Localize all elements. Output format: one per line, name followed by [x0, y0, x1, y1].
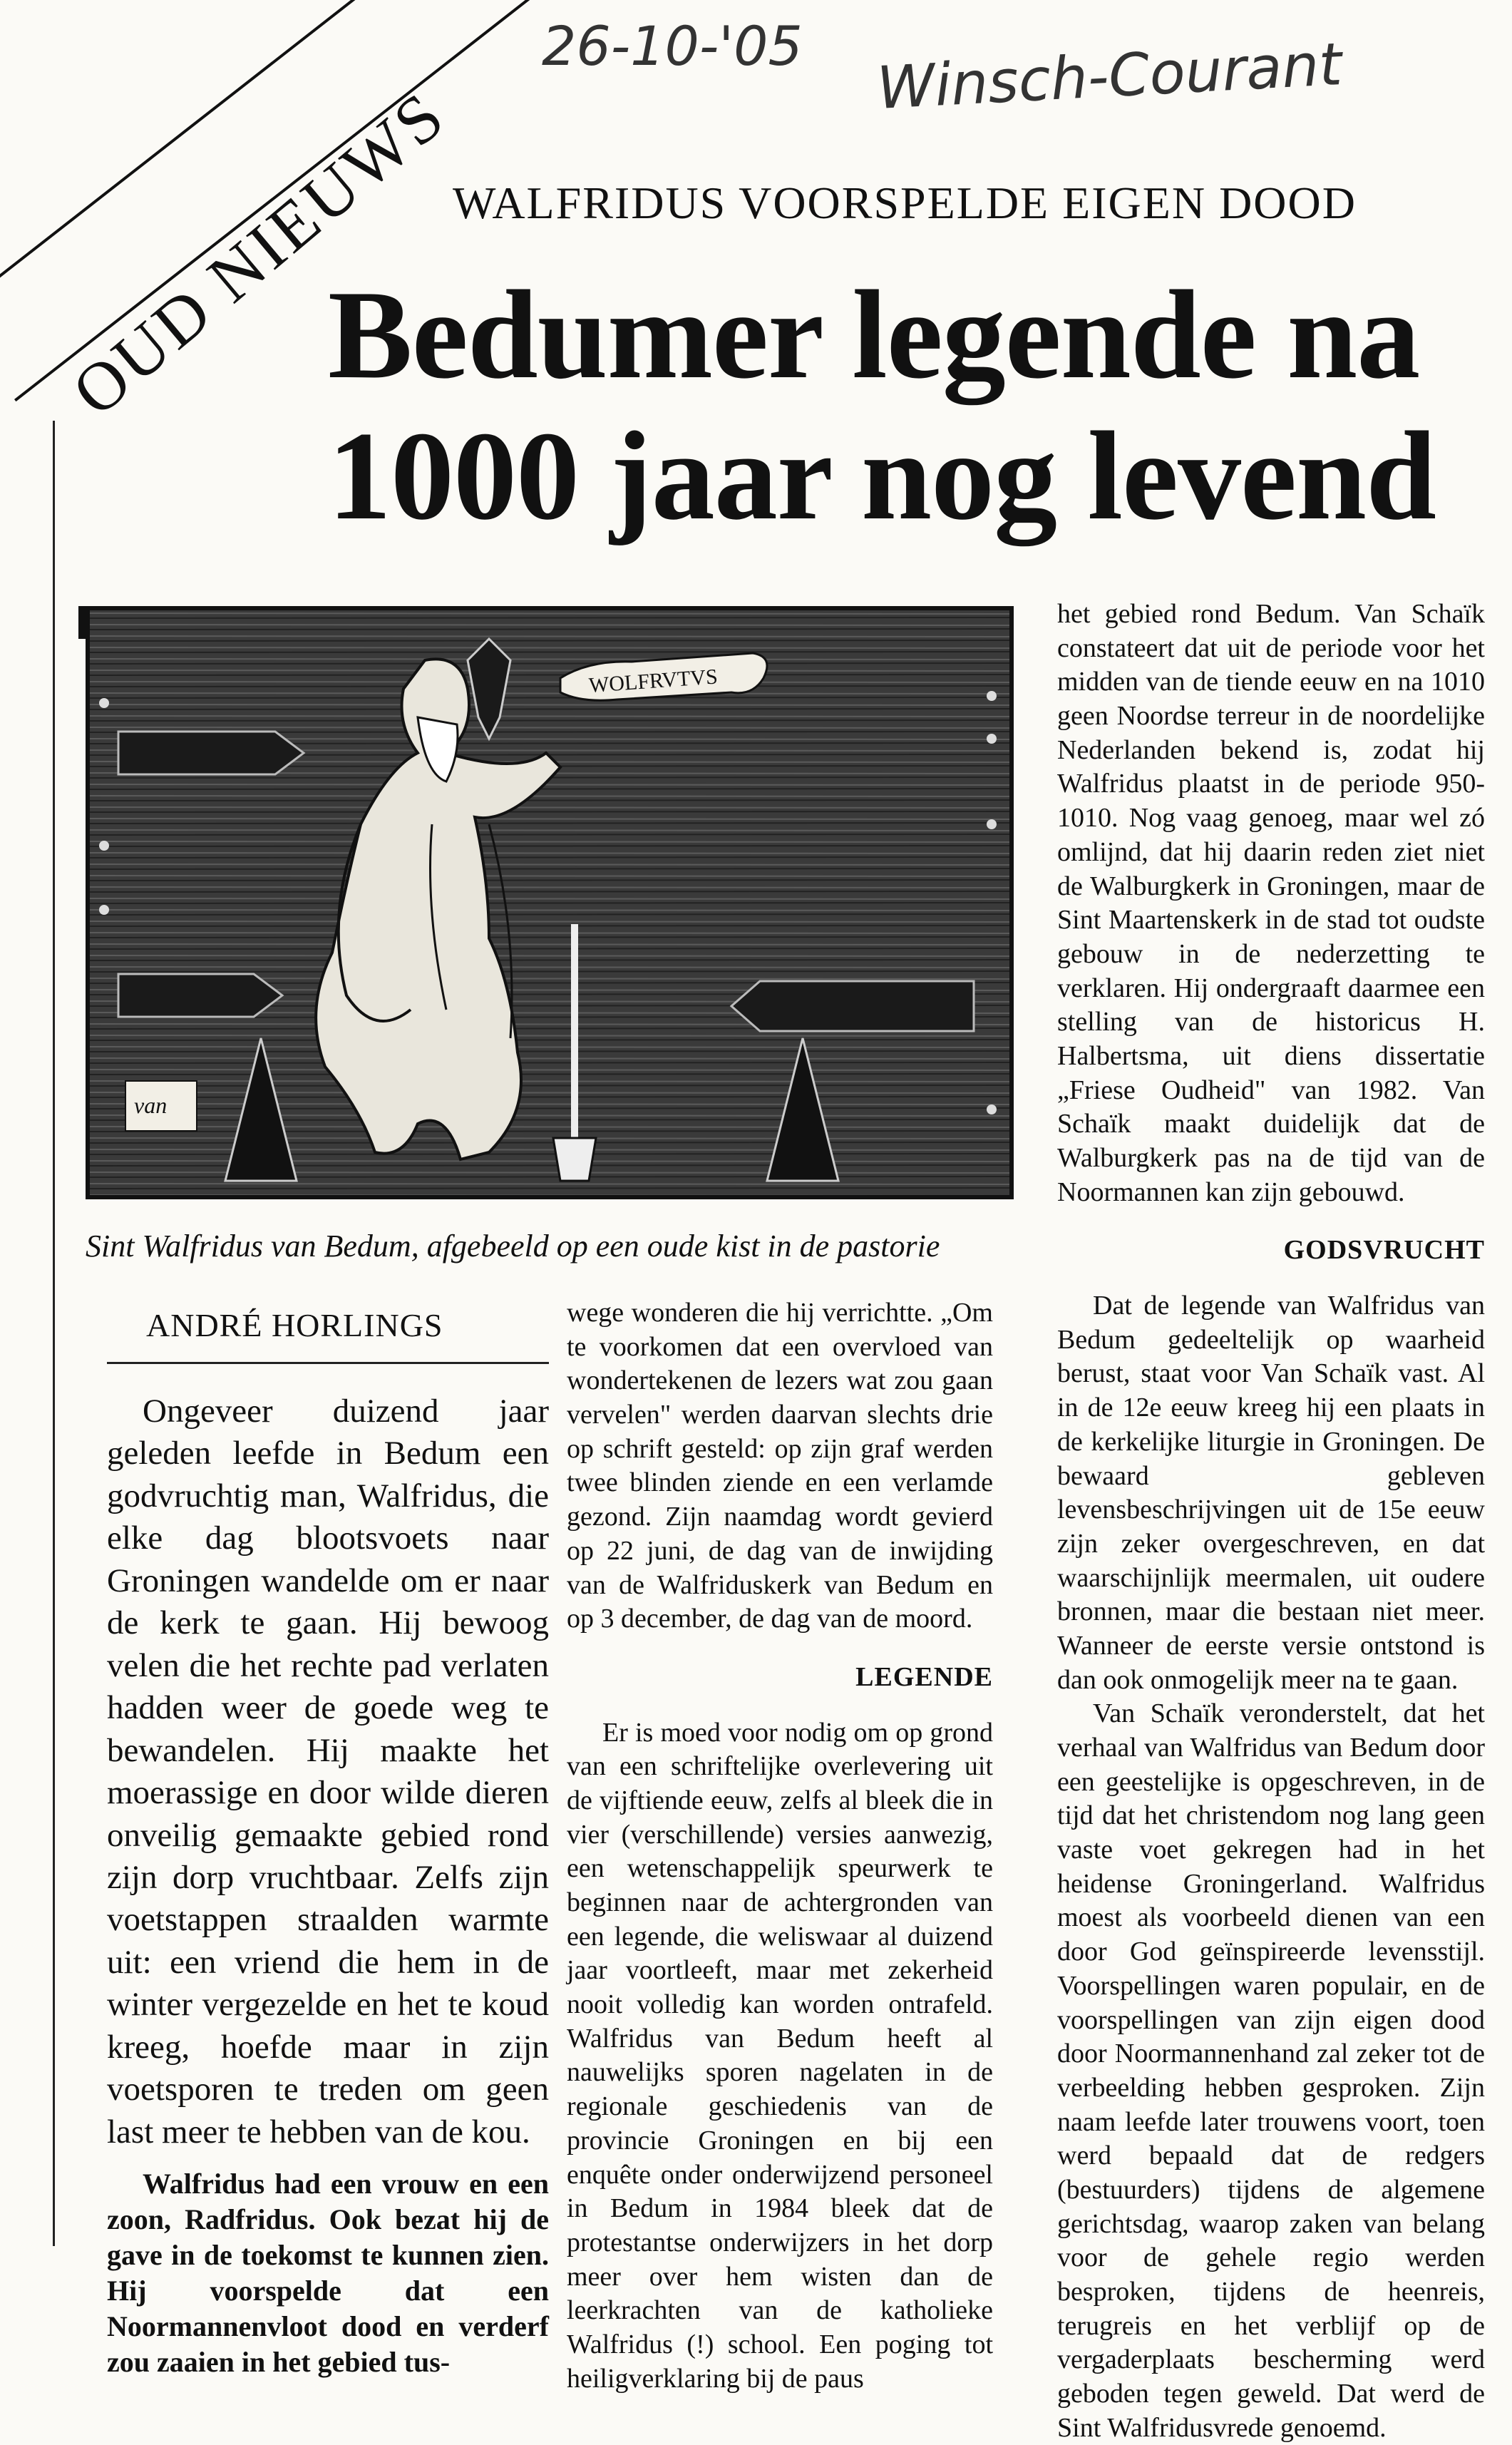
- walfridus-illustration: [86, 606, 1014, 1199]
- illustration-svg: [90, 610, 1009, 1195]
- scroll-text: WOLFRVTVS: [587, 665, 719, 697]
- kicker: WALFRIDUS VOORSPELDE EIGEN DOOD: [453, 178, 1357, 228]
- left-column-rule: [53, 421, 55, 2246]
- col1-paragraph-1: Ongeveer duizend jaar geleden leefde in Bedum een godvruchtig man, Walfridus, die elke dag blootsvoets naar Groningen wandelde om er naar de kerk te gaan. Hij bewoog velen die het rechte pad verlaten hadden weer de goede weg te bewandelen. Hij maakte het moerassige en door wilde dieren onveilig gemaakte gebied rond zijn dorp vruchtbaar. Zelfs zijn voetstappen straalden warmte uit: een vriend die hem in de winter vergezelde en het te koud kreeg, hoefde maar in zijn voetsporen te treden om geen last meer te hebben van de kou.: [107, 1393, 549, 2151]
- headline-line-2: 1000 jaar nog levend: [328, 405, 1436, 546]
- byline-rule: [107, 1362, 549, 1364]
- headline-line-1: Bedumer legende na: [328, 264, 1420, 405]
- column-3: [1057, 598, 1485, 2445]
- handwritten-source: Winsch-Courant: [875, 30, 1344, 123]
- column-1: [107, 1390, 549, 2380]
- col3-paragraph-1: het gebied rond Bedum. Van Schaïk constateert dat uit de periode voor het midden van de tiende eeuw en na 1010 geen Noordse terreur in de noordelijke Nederlanden bekend is, zodat hij Walfridus plaatst in de periode 950-1010. Nog vaag genoeg, maar wel zó omlijnd, dat hij daarin reden ziet niet de Walburgkerk in Groningen, maar de Sint Maartenskerk in de stad tot oudste gebouw in de nederzetting te verklaren. Hij ondergraaft daarmee een stelling van de historicus H. Halbertsma, uit diens dissertatie „Friese Oudheid" van 1982. Van Schaïk maakt duidelijk dat de Walburgkerk pas na de tijd van de Noormannen kan zijn gebouwd.: [1057, 599, 1485, 1207]
- col2-subhead: LEGENDE: [855, 1661, 993, 1692]
- col2-paragraph-2: Er is moed voor nodig om op grond van een schriftelijke overlevering uit de vijftiende eeuw, zelfs al bleek die in vier (verschillende) versies aanwezig, een wetenschappelijk speurwerk te beginnen naar de achtergronden van een legende, die weliswaar al duizend jaar voortleeft, maar met zekerheid nooit volledig kan worden ontrafeld. Walfridus van Bedum heeft al nauwelijks sporen nagelaten in de regionale geschiedenis van de provincie Groningen en bij een enquête onder onderwijzend personeel in Bedum in 1984 bleek dat de protestantse onderwijzers in het dorp meer over hem wisten dan de leerkrachten van de katholieke Walfridus (!) school. Een poging tot heiligverklaring bij de paus: [567, 1717, 993, 2394]
- col3-subhead: GODSVRUCHT: [1283, 1235, 1485, 1266]
- col3-paragraph-3: Van Schaïk veronderstelt, dat het verhaal van Walfridus van Bedum door een geestelijke is opgeschreven, in de tijd dat het christendom nog lang geen vaste voet gekregen had in het heidense Groningerland. Walfridus moest als voorbeeld dienen van een door God geïnspireerde levensstijl. Voorspellingen waren populair, en de voorspellingen van zijn eigen dood door Noormannenhand zal zeker tot de verbeelding hebben gesproken. Zijn naam leefde later trouwens voort, toen werd bepaald dat de redgers (bestuurders) tijdens de algemene gerichtsdag, waarop zaken van belang voor de gehele regio werden besproken, tijdens de heenreis, terugreis en het verblijf op de vergaderplaats bescherming werd geboden tegen geweld. Dat werd de Sint Walfridusvrede genoemd.: [1057, 1698, 1485, 2443]
- headline: [328, 264, 1469, 546]
- byline: ANDRÉ HORLINGS: [146, 1307, 443, 1343]
- col1-paragraph-2: Walfridus had een vrouw en een zoon, Radfridus. Ook bezat hij de gave in de toekomst te kunnen zien. Hij voorspelde dat een Noormannenvloot dood en verderf zou zaaien in het gebied tus-: [107, 2168, 549, 2379]
- banner-label: OUD NIEUWS: [58, 76, 460, 431]
- col2-paragraph-1: wege wonderen die hij verrichtte. „Om te voorkomen dat een overvloed van wondertekenen de lezers wat zou gaan vervelen" werden daarvan slechts drie op schrift gesteld: op zijn graf werden twee blinden ziende en een verlamde gezond. Zijn naamdag wordt gevierd op 22 juni, de dag van de inwijding van de Walfriduskerk van Bedum en op 3 december, de dag van de moord.: [567, 1298, 993, 1634]
- handwritten-date: 26-10-'05: [542, 14, 803, 78]
- col3-paragraph-2: Dat de legende van Walfridus van Bedum gedeeltelijk op waarheid berust, staat voor Van Schaïk vast. Al in de 12e eeuw kreeg hij een plaats in de kerkelijke liturgie in Groningen. De bewaard gebleven levensbeschrijvingen uit de 15e eeuw zijn zeker overgeschreven, en dat waarschijnlijk meermalen, uit oudere bronnen, maar die bestaan niet meer. Wanneer de eerste versie ontstond is dan ook onmogelijk meer na te gaan.: [1057, 1291, 1485, 1695]
- corner-text: van: [134, 1092, 168, 1118]
- image-caption: Sint Walfridus van Bedum, afgebeeld op een oude kist in de pastorie: [86, 1229, 940, 1263]
- column-2: [567, 1296, 993, 2396]
